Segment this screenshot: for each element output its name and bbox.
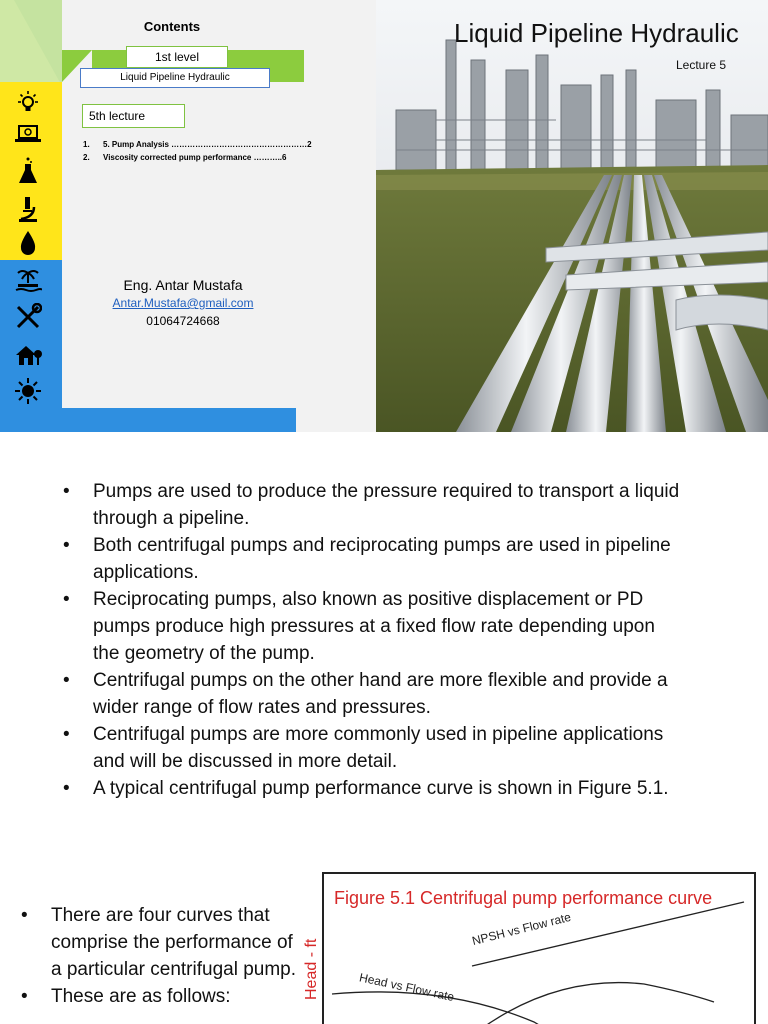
bottom-blue-accent xyxy=(14,408,62,432)
list-item: • There are four curves that comprise the performance of a particular centrifugal pump. xyxy=(18,902,308,983)
title-slide xyxy=(0,0,768,432)
island-icon xyxy=(11,266,45,296)
lecture-box xyxy=(82,104,185,128)
flask-icon xyxy=(11,156,45,186)
author-block xyxy=(66,276,300,330)
lightbulb-icon xyxy=(11,88,45,118)
tools-icon xyxy=(11,302,45,332)
list-item: • Centrifugal pumps on the other hand are more flexible and provide a wider range of flow rates and pressures. xyxy=(60,667,680,721)
list-item: • Pumps are used to produce the pressure required to transport a liquid through a pipeline. xyxy=(60,478,680,532)
cover-title: Liquid Pipeline Hydraulic xyxy=(454,18,739,48)
lecture-label: 5th lecture xyxy=(89,109,146,123)
figure-y-axis-label: Head - ft xyxy=(303,938,320,1000)
list-item: • A typical centrifugal pump performance curve is shown in Figure 5.1. xyxy=(60,775,680,802)
course-label: Liquid Pipeline Hydraulic xyxy=(120,72,230,83)
head-curve-label: Head vs Flow rate xyxy=(358,970,456,1005)
author-email-link[interactable]: Antar.Mustafa@gmail.com xyxy=(112,296,254,310)
level-label: 1st level xyxy=(154,50,200,64)
npsh-curve-label: NPSH vs Flow rate xyxy=(470,909,573,948)
toc-item[interactable] xyxy=(83,151,333,164)
list-item: • Both centrifugal pumps and reciprocating pumps are used in pipeline applications. xyxy=(60,532,680,586)
pump-curve-figure xyxy=(322,872,756,1024)
list-item: • These are as follows: xyxy=(18,983,308,1010)
toc-number: 2. xyxy=(83,153,90,162)
toc-number: 1. xyxy=(83,140,90,149)
refinery-photo xyxy=(376,0,768,432)
efficiency-curve xyxy=(474,983,714,1024)
cover-lecture: Lecture 5 xyxy=(676,58,727,72)
author-phone: 01064724668 xyxy=(146,314,220,328)
contents-title: Contents xyxy=(143,19,201,34)
author-name: Eng. Antar Mustafa xyxy=(123,277,243,293)
pump-intro-list xyxy=(60,478,680,802)
toc-item[interactable] xyxy=(83,138,333,151)
course-box xyxy=(80,68,270,88)
list-item: • Reciprocating pumps, also known as positive displacement or PD pumps produce high pressures at a fixed flow rate depending upon the geometry of the pump. xyxy=(60,586,680,667)
contents-panel xyxy=(0,0,376,432)
table-of-contents xyxy=(83,138,333,164)
curves-intro-list xyxy=(18,902,308,1010)
drop-icon xyxy=(11,228,45,258)
sun-icon xyxy=(11,376,45,406)
microscope-icon xyxy=(11,194,45,224)
toc-text: 5. Pump Analysis ……………………………………………2 xyxy=(103,140,312,149)
laptop-icon xyxy=(11,119,45,149)
sidebar-green-accent xyxy=(14,0,62,86)
bottom-blue-band xyxy=(62,408,296,432)
list-item: • Centrifugal pumps are more commonly used in pipeline applications and will be discussed in more detail. xyxy=(60,721,680,775)
figure-title: Figure 5.1 Centrifugal pump performance curve xyxy=(334,888,713,908)
house-icon xyxy=(11,340,45,370)
toc-text: Viscosity corrected pump performance ………..6 xyxy=(103,153,287,162)
level-box xyxy=(126,46,228,68)
